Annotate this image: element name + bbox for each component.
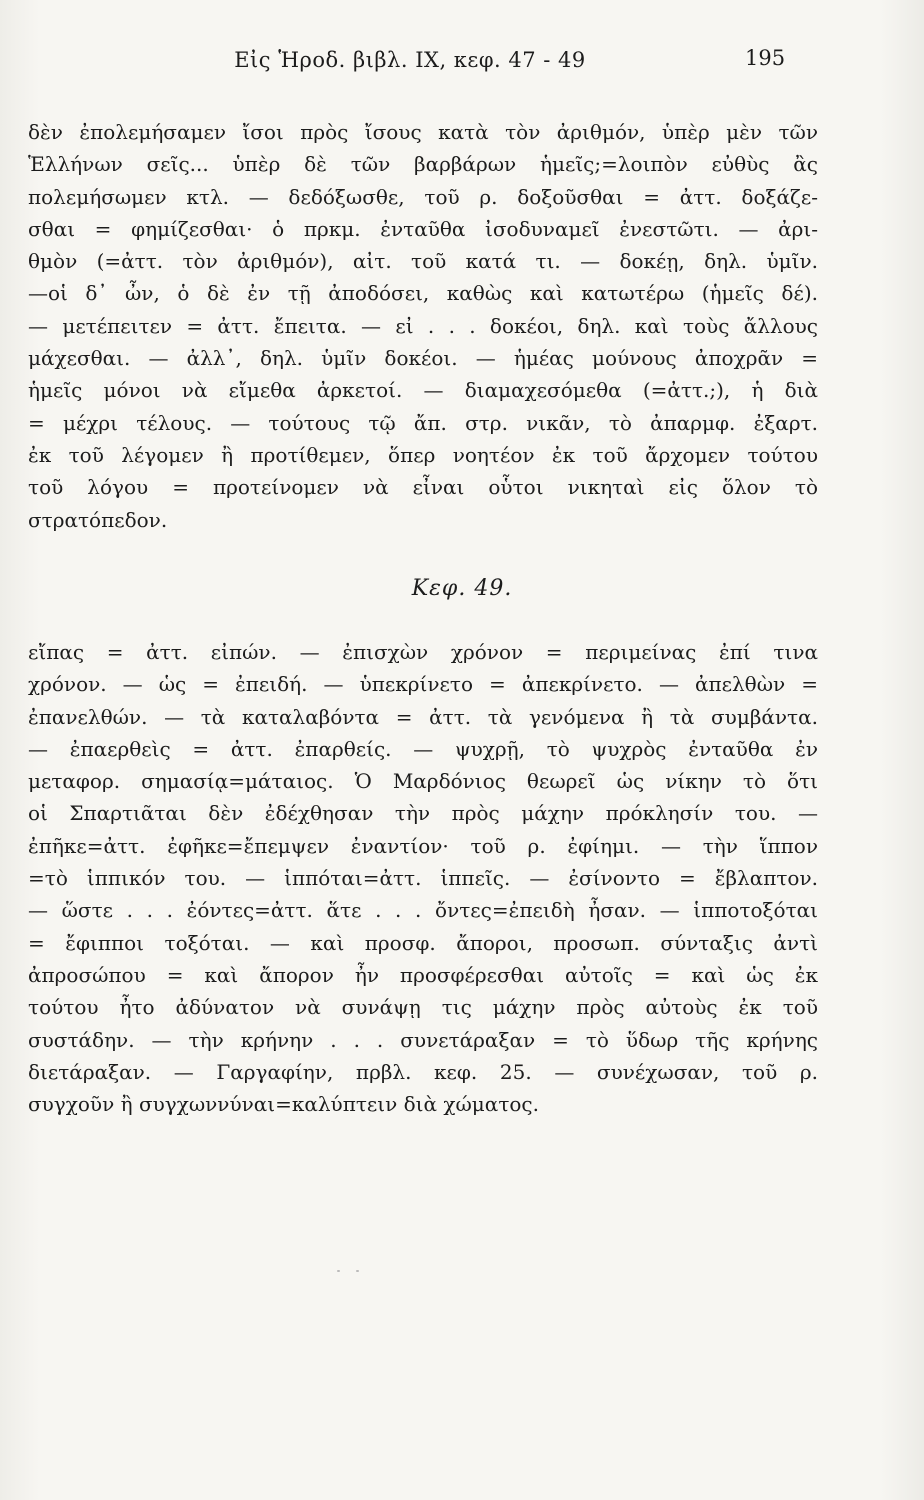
text-line: συγχοῦν ἢ συγχωννύναι=καλύπτειν διὰ χώματος.: [28, 1092, 539, 1117]
text-line: χρόνον. — ὡς = ἐπειδή. — ὑπεκρίνετο = ἀπεκρίνετο. — ἀπελθὼν =: [28, 672, 818, 697]
text-line: θμὸν (=ἀττ. τὸν ἀριθμόν), αἰτ. τοῦ κατά τι. — δοκέῃ, δηλ. ὑμῖν.: [28, 249, 818, 274]
text-line: εἴπας = ἀττ. εἰπών. — ἐπισχὼν χρόνον = περιμείνας ἐπί τινα: [28, 640, 818, 664]
text-line: οἱ Σπαρτιᾶται δὲν ἐδέχθησαν τὴν πρὸς μάχην πρόκλησίν του. —: [28, 801, 818, 826]
text-line: — ὥστε . . . ἐόντες=ἀττ. ἅτε . . . ὄντες=ἐπειδὴ ἦσαν. — ἱπποτοξόται: [28, 898, 818, 923]
text-line: ἐκ τοῦ λέγομεν ἢ προτίθεμεν, ὅπερ νοητέον ἐκ τοῦ ἄρχομεν τούτου: [28, 442, 818, 467]
text-line: = ἔφιπποι τοξόται. — καὶ προσφ. ἄποροι, προσωπ. σύνταξις ἀντὶ: [28, 930, 818, 955]
text-line: Ἑλλήνων σεῖς... ὑπὲρ δὲ τῶν βαρβάρων ἡμεῖς;=λοιπὸν εὐθὺς ἂς: [28, 152, 818, 177]
text-line: — μετέπειτεν = ἀττ. ἔπειτα. — εἰ . . . δοκέοι, δηλ. καὶ τοὺς ἄλλους: [28, 313, 818, 338]
text-line: =τὸ ἱππικόν του. — ἱππόται=ἀττ. ἱππεῖς. — ἐσίνοντο = ἔβλαπτον.: [28, 866, 818, 891]
text-line: ἐπανελθών. — τὰ καταλαβόντα = ἀττ. τὰ γενόμενα ἢ τὰ συμβάντα.: [28, 704, 818, 729]
text-line: = μέχρι τέλους. — τούτους τῷ ἄπ. στρ. νικᾶν, τὸ ἀπαρμφ. ἐξαρτ.: [28, 410, 818, 435]
text-line: πολεμήσωμεν κτλ. — δεδόξωσθε, τοῦ ρ. δοξοῦσθαι = ἀττ. δοξάζε-: [28, 184, 818, 209]
text-line: ἡμεῖς μόνοι νὰ εἴμεθα ἀρκετοί. — διαμαχεσόμεθα (=ἀττ.;), ἡ διὰ: [28, 378, 818, 403]
chapter-heading: Κεφ. 49.: [411, 576, 513, 601]
commentary-block-ch48: [28, 116, 818, 536]
text-line: ἀπροσώπου = καὶ ἄπορον ἦν προσφέρεσθαι αὐτοῖς = καὶ ὡς ἐκ: [28, 962, 818, 987]
text-line: δὲν ἐπολεμήσαμεν ἴσοι πρὸς ἴσους κατὰ τὸν ἀριθμόν, ὑπὲρ μὲν τῶν: [28, 120, 818, 144]
paper-speck: [337, 1270, 340, 1272]
text-line: σθαι = φημίζεσθαι· ὁ πρκμ. ἐνταῦθα ἰσοδυναμεῖ ἐνεστῶτι. — ἀρι-: [28, 216, 818, 241]
running-head: Εἰς Ἡροδ. βιβλ. IX, κεφ. 47 - 49: [234, 48, 586, 72]
text-line: τοῦ λόγου = προτείνομεν νὰ εἶναι οὗτοι νικηταὶ εἰς ὅλον τὸ: [28, 475, 818, 500]
text-line: στρατόπεδον.: [28, 507, 168, 532]
page-number: 195: [745, 46, 786, 70]
paper-speck: [356, 1270, 359, 1272]
text-line: διετάραξαν. — Γαργαφίην, πρβλ. κεφ. 25. — συνέχωσαν, τοῦ ρ.: [28, 1059, 818, 1084]
text-line: —οἱ δ᾽ ὦν, ὁ δὲ ἐν τῇ ἀποδόσει, καθὼς καὶ κατωτέρω (ἡμεῖς δέ).: [28, 281, 818, 306]
text-line: μεταφορ. σημασίᾳ=μάταιος. Ὁ Μαρδόνιος θεωρεῖ ὡς νίκην τὸ ὅτι: [28, 769, 818, 794]
text-line: ἐπῆκε=ἀττ. ἐφῆκε=ἔπεμψεν ἐναντίον· τοῦ ρ. ἐφίημι. — τὴν ἵππον: [28, 833, 818, 858]
commentary-block-ch49: [28, 636, 818, 1120]
text-line: μάχεσθαι. — ἀλλ᾽, δηλ. ὑμῖν δοκέοι. — ἡμέας μούνους ἀποχρᾶν =: [28, 346, 818, 371]
text-line: — ἐπαερθεὶς = ἀττ. ἐπαρθείς. — ψυχρῇ, τὸ ψυχρὸς ἐνταῦθα ἐν: [28, 736, 818, 761]
text-line: συστάδην. — τὴν κρήνην . . . συνετάραξαν = τὸ ὕδωρ τῆς κρήνης: [28, 1027, 818, 1052]
text-line: τούτου ἦτο ἀδύνατον νὰ συνάψῃ τις μάχην πρὸς αὐτοὺς ἐκ τοῦ: [28, 995, 818, 1020]
